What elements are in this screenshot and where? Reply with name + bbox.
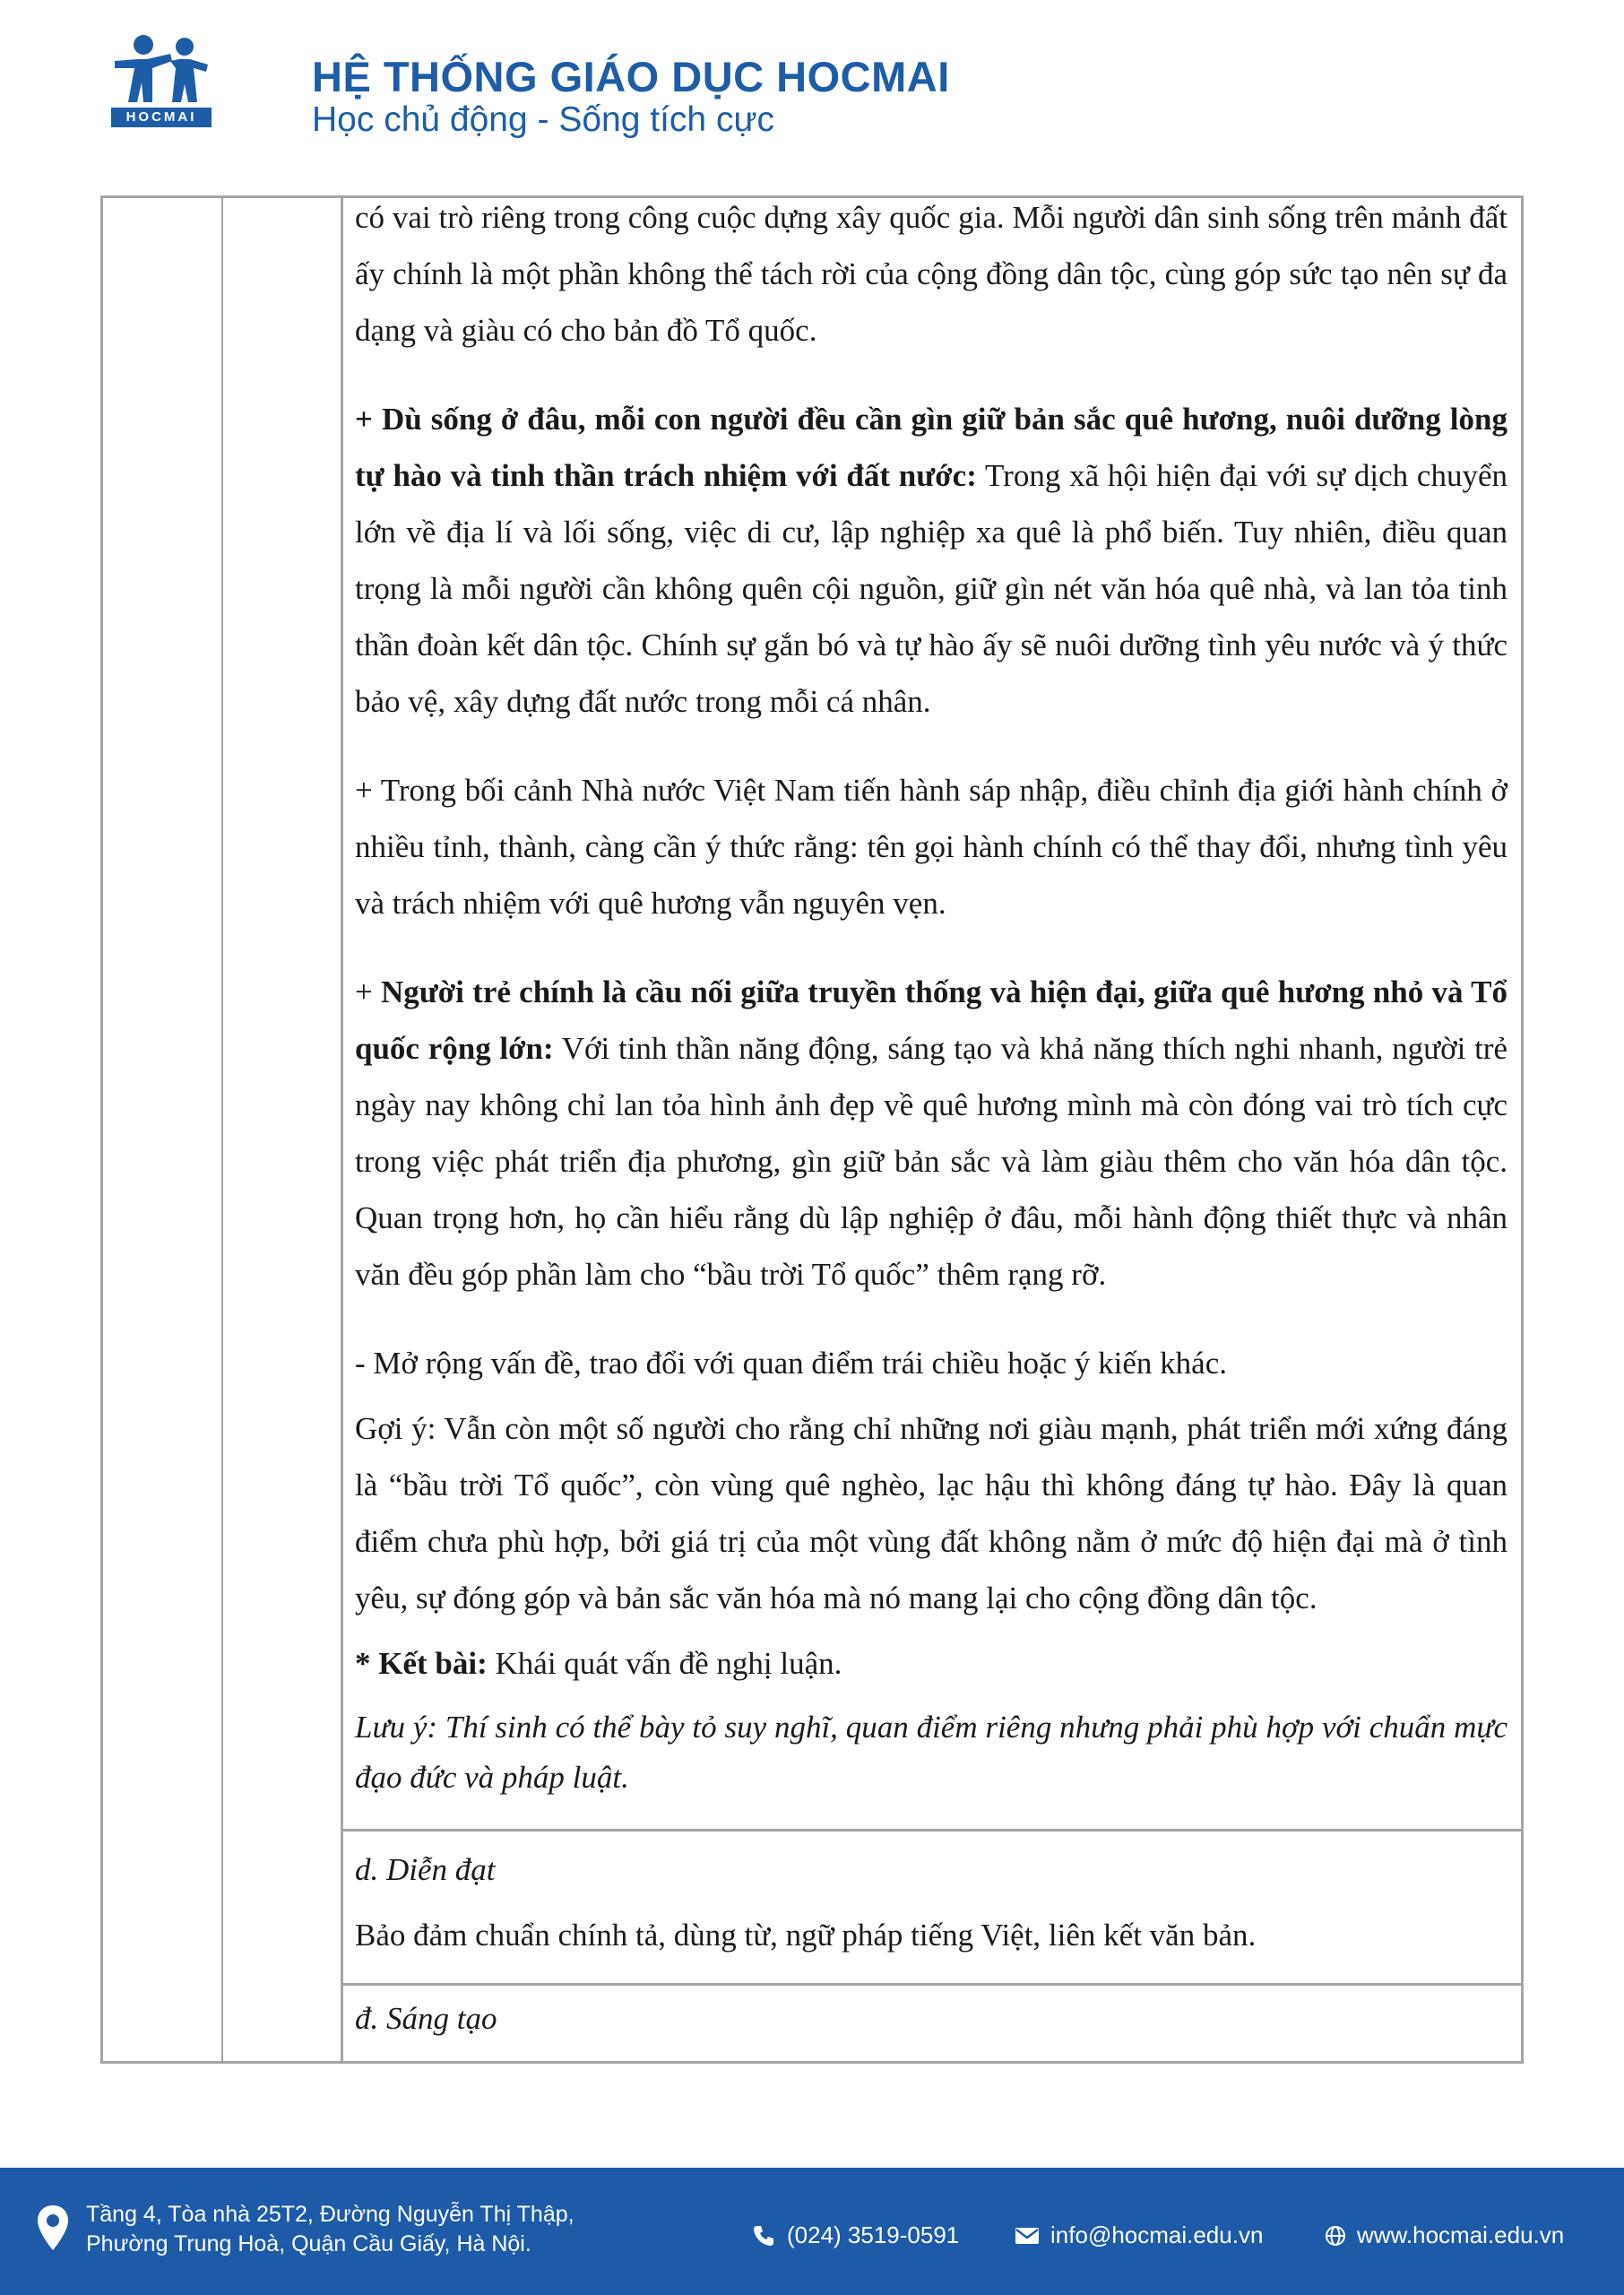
page-header xyxy=(108,32,950,140)
section-dd-heading: đ. Sáng tạo xyxy=(355,2001,497,2036)
brand-slogan: Học chủ động - Sống tích cực xyxy=(312,100,775,139)
table-column-divider xyxy=(341,198,343,2061)
page-footer xyxy=(0,2168,1624,2295)
table-row-divider xyxy=(341,1983,1521,1986)
note: Lưu ý: Thí sinh có thể bày tỏ suy nghĩ, quan điểm riêng nhưng phải phù hợp với chuẩn mực đạo đức và pháp luật. xyxy=(355,1710,1507,1795)
globe-icon xyxy=(1325,2225,1346,2247)
main-content-cell xyxy=(355,189,1507,1803)
paragraph: có vai trò riêng trong công cuộc dựng xây quốc gia. Mỗi người dân sinh sống trên mảnh đất ấy chính là một phần không thể tách rời của cộng đồng dân tộc, cùng góp sức tạo nên sự đa dạng và giàu có cho bản đồ Tổ quốc. xyxy=(355,200,1507,348)
phone-icon xyxy=(751,2223,776,2248)
footer-address xyxy=(86,2200,574,2259)
bullet-prefix: + xyxy=(355,974,382,1009)
phone-text: (024) 3519-0591 xyxy=(787,2221,960,2248)
table-column-divider xyxy=(221,198,223,2061)
footer-website[interactable] xyxy=(1325,2221,1564,2249)
paragraph-text: Với tinh thần năng động, sáng tạo và khả năng thích nghi nhanh, người trẻ ngày nay không chỉ lan tỏa hình ảnh đẹp về quê hương mình mà còn đóng vai trò tích cực trong việc phát triển địa phương, gìn giữ bản sắc và làm giàu thêm cho văn hóa dân tộc. Quan trọng hơn, họ cần hiểu rằng dù lập nghiệp ở đâu, mỗi hành động thiết thực và nhân văn đều góp phần làm cho “bầu trời Tổ quốc” thêm rạng rỡ. xyxy=(355,1031,1507,1292)
paragraph xyxy=(355,391,1507,730)
bold-lead: + Dù sống ở đâu, mỗi con người đều cần gìn giữ bản sắc quê hương, nuôi dưỡng lòng tự hào và tinh thần trách nhiệm với đất nước: xyxy=(355,402,1507,493)
logo-text: HOCMAI xyxy=(125,109,197,125)
section-dd-cell xyxy=(355,1990,1507,2047)
address-line: Tầng 4, Tòa nhà 25T2, Đường Nguyễn Thị Thập, xyxy=(86,2202,574,2227)
section-d-text: Bảo đảm chuẩn chính tả, dùng từ, ngữ pháp tiếng Việt, liên kết văn bản. xyxy=(355,1918,1257,1953)
brand-title: HỆ THỐNG GIÁO DỤC HOCMAI xyxy=(312,53,950,100)
email-text[interactable]: info@hocmai.edu.vn xyxy=(1050,2221,1264,2248)
paragraph xyxy=(355,1635,1507,1692)
hocmai-logo xyxy=(108,32,215,129)
paragraph-text: Trong xã hội hiện đại với sự dịch chuyển lớn về địa lí và lối sống, việc di cư, lập nghiệp xa quê là phổ biến. Tuy nhiên, điều quan trọng là mỗi người cần không quên cội nguồn, giữ gìn nét văn hóa quê nhà, và lan tỏa tinh thần đoàn kết dân tộc. Chính sự gắn bó và tự hào ấy sẽ nuôi dưỡng tình yêu nước và ý thức bảo vệ, xây dựng đất nước trong mỗi cá nhân. xyxy=(355,458,1507,719)
paragraph-text: Khái quát vấn đề nghị luận. xyxy=(487,1646,842,1681)
location-pin-icon xyxy=(36,2204,70,2256)
paragraph: + Trong bối cảnh Nhà nước Việt Nam tiến hành sáp nhập, điều chỉnh địa giới hành chính ở nhiều tỉnh, thành, càng cần ý thức rằng: tên gọi hành chính có thể thay đổi, nhưng tình yêu và trách nhiệm với quê hương vẫn nguyên vẹn. xyxy=(355,773,1507,921)
bold-lead: Người trẻ chính là cầu nối giữa truyền thống và hiện đại, giữa quê hương nhỏ và Tổ quốc rộng lớn: xyxy=(355,974,1507,1066)
paragraph: Gợi ý: Vẫn còn một số người cho rằng chỉ những nơi giàu mạnh, phát triển mới xứng đáng là “bầu trời Tổ quốc”, còn vùng quê nghèo, lạc hậu thì không đáng tự hào. Đây là quan điểm chưa phù hợp, bởi giá trị của một vùng đất không nằm ở mức độ hiện đại mà ở tình yêu, sự đóng góp và bản sắc văn hóa mà nó mang lại cho cộng đồng dân tộc. xyxy=(355,1411,1507,1615)
bold-lead: * Kết bài: xyxy=(355,1646,488,1681)
section-d-heading: d. Diễn đạt xyxy=(355,1852,496,1887)
website-text[interactable]: www.hocmai.edu.vn xyxy=(1357,2221,1565,2248)
paragraph: - Mở rộng vấn đề, trao đổi với quan điểm trái chiều hoặc ý kiến khác. xyxy=(355,1346,1227,1381)
section-d-cell xyxy=(355,1841,1507,1963)
mail-icon xyxy=(1015,2226,1040,2246)
address-line: Phường Trung Hoà, Quận Cầu Giấy, Hà Nội. xyxy=(86,2231,531,2256)
table-row-divider xyxy=(341,1829,1521,1832)
footer-phone xyxy=(751,2221,959,2249)
footer-email[interactable] xyxy=(1015,2221,1263,2249)
paragraph xyxy=(355,964,1507,1303)
